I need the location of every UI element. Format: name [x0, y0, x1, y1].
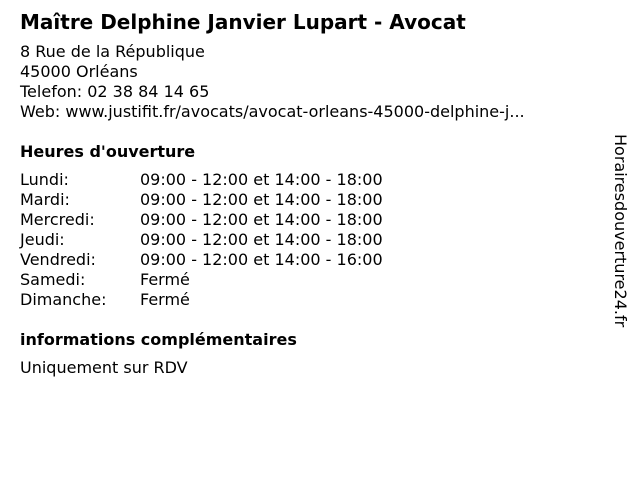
hours-row-friday	[20, 250, 600, 270]
day-label: Dimanche:	[20, 290, 107, 309]
day-label: Jeudi:	[20, 230, 65, 249]
day-hours: 09:00 - 12:00 et 14:00 - 18:00	[140, 190, 383, 209]
business-card	[20, 10, 600, 378]
day-hours: Fermé	[140, 270, 190, 289]
hours-row-wednesday	[20, 210, 600, 230]
hours-row-monday	[20, 170, 600, 190]
day-label: Vendredi:	[20, 250, 96, 269]
phone-line: Telefon: 02 38 84 14 65	[20, 82, 210, 101]
day-hours: 09:00 - 12:00 et 14:00 - 16:00	[140, 250, 383, 269]
hours-row-saturday	[20, 270, 600, 290]
day-label: Mardi:	[20, 190, 70, 209]
additional-info-heading: informations complémentaires	[20, 330, 297, 349]
opening-hours-heading: Heures d'ouverture	[20, 142, 196, 161]
hours-row-sunday	[20, 290, 600, 310]
business-title: Maître Delphine Janvier Lupart - Avocat	[20, 10, 466, 34]
day-label: Lundi:	[20, 170, 69, 189]
web-line: Web: www.justifit.fr/avocats/avocat-orleans-45000-delphine-j...	[20, 102, 525, 121]
site-watermark: Horairesdouverture24.fr	[611, 134, 630, 328]
additional-info-text: Uniquement sur RDV	[20, 358, 188, 377]
day-label: Samedi:	[20, 270, 86, 289]
address-city: 45000 Orléans	[20, 62, 138, 81]
day-hours: Fermé	[140, 290, 190, 309]
day-hours: 09:00 - 12:00 et 14:00 - 18:00	[140, 210, 383, 229]
day-hours: 09:00 - 12:00 et 14:00 - 18:00	[140, 170, 383, 189]
hours-row-tuesday	[20, 190, 600, 210]
hours-row-thursday	[20, 230, 600, 250]
address-street: 8 Rue de la République	[20, 42, 205, 61]
day-hours: 09:00 - 12:00 et 14:00 - 18:00	[140, 230, 383, 249]
day-label: Mercredi:	[20, 210, 95, 229]
opening-hours-list	[20, 170, 600, 310]
